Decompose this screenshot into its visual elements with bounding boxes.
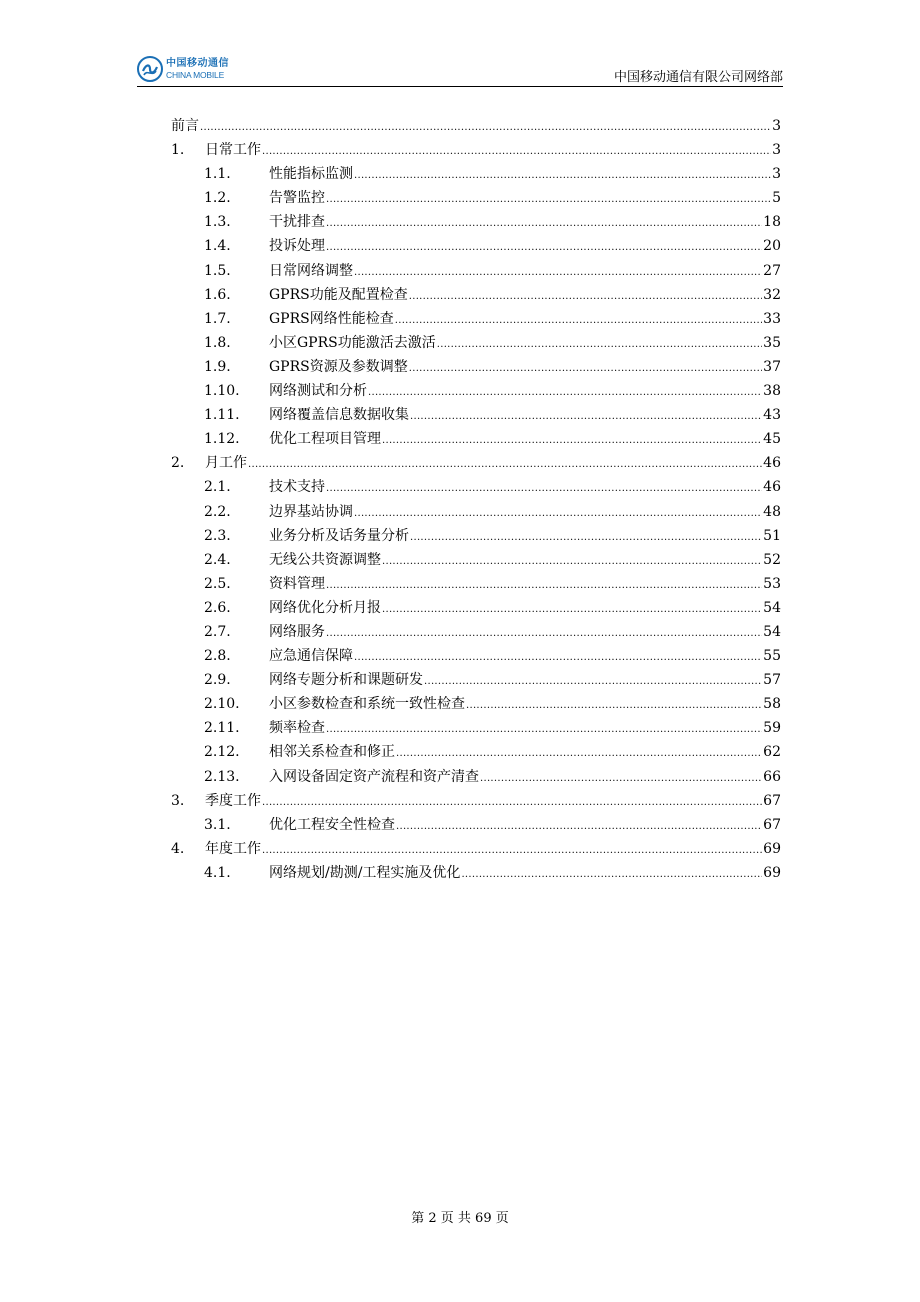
toc-entry-number: 2.11. <box>204 720 240 737</box>
toc-entry-title: 应急通信保障 <box>269 648 353 665</box>
toc-entry-number: 2.5. <box>204 575 231 592</box>
toc-entry[interactable] <box>171 451 781 475</box>
toc-entry-page: 69 <box>763 840 781 857</box>
toc-entry-number: 3.1. <box>204 816 231 833</box>
toc-leader-dots <box>326 477 762 501</box>
toc-entry-page: 67 <box>763 792 781 809</box>
toc-leader-dots <box>480 767 762 791</box>
toc-entry-page: 57 <box>763 672 781 689</box>
toc-entry-title: 网络覆盖信息数据收集 <box>269 407 409 424</box>
toc-leader-dots <box>461 863 762 887</box>
toc-entry-title: 性能指标监测 <box>269 166 353 183</box>
toc-entry-page: 46 <box>763 455 781 472</box>
toc-entry-page: 38 <box>763 383 781 400</box>
toc-entry-number: 2.1. <box>204 479 231 496</box>
logo-text-en: CHINA MOBILE <box>166 69 225 80</box>
toc-entry[interactable] <box>171 500 781 524</box>
toc-entry[interactable] <box>171 740 781 764</box>
toc-entry-title: 优化工程安全性检查 <box>269 816 395 833</box>
toc-leader-dots <box>409 285 762 309</box>
toc-entry-number: 2. <box>171 455 185 472</box>
toc-entry-number: 2.3. <box>204 527 231 544</box>
toc-leader-dots <box>410 405 762 429</box>
toc-entry-title: 资料管理 <box>269 575 325 592</box>
toc-entry-page: 5 <box>772 190 781 207</box>
toc-entry-number: 1. <box>171 142 185 159</box>
toc-entry[interactable] <box>171 765 781 789</box>
toc-entry[interactable] <box>171 283 781 307</box>
toc-entry-title: 网络规划/勘测/工程实施及优化 <box>269 864 461 881</box>
toc-entry-title: 小区GPRS功能激活去激活 <box>269 334 436 351</box>
toc-leader-dots <box>326 236 762 260</box>
toc-entry[interactable] <box>171 789 781 813</box>
toc-leader-dots <box>395 309 762 333</box>
toc-entry-page: 18 <box>763 214 781 231</box>
toc-entry-page: 3 <box>772 142 781 159</box>
toc-entry[interactable] <box>171 379 781 403</box>
toc-leader-dots <box>262 839 762 863</box>
toc-entry-page: 67 <box>763 816 781 833</box>
toc-leader-dots <box>200 116 771 140</box>
toc-entry[interactable] <box>171 475 781 499</box>
toc-entry-number: 2.10. <box>204 696 240 713</box>
toc-entry[interactable] <box>171 331 781 355</box>
toc-entry-number: 2.9. <box>204 672 231 689</box>
toc-leader-dots <box>354 164 771 188</box>
toc-entry-title: 频率检查 <box>269 720 325 737</box>
toc-entry[interactable] <box>171 138 781 162</box>
toc-entry-title: 年度工作 <box>205 840 261 857</box>
toc-entry-title: GPRS功能及配置检查 <box>269 286 408 303</box>
toc-entry-title: 业务分析及话务量分析 <box>269 527 409 544</box>
toc-entry-page: 32 <box>763 286 781 303</box>
toc-entry-title: GPRS网络性能检查 <box>269 310 394 327</box>
toc-entry-page: 33 <box>763 310 781 327</box>
toc-entry-page: 46 <box>763 479 781 496</box>
toc-entry-number: 1.5. <box>204 262 231 279</box>
toc-entry-page: 69 <box>763 864 781 881</box>
toc-leader-dots <box>354 646 762 670</box>
toc-entry-page: 66 <box>763 768 781 785</box>
toc-entry-title: 月工作 <box>205 455 247 472</box>
toc-entry[interactable] <box>171 114 781 138</box>
toc-entry-number: 2.8. <box>204 648 231 665</box>
toc-leader-dots <box>326 718 762 742</box>
toc-leader-dots <box>424 670 762 694</box>
toc-entry-page: 27 <box>763 262 781 279</box>
toc-entry-number: 1.7. <box>204 310 231 327</box>
toc-entry-page: 35 <box>763 334 781 351</box>
page-footer: 第 2 页 共 69 页 <box>411 1211 509 1226</box>
toc-entry[interactable] <box>171 837 781 861</box>
toc-entry-title: 边界基站协调 <box>269 503 353 520</box>
toc-entry-title: 日常网络调整 <box>269 262 353 279</box>
toc-leader-dots <box>326 574 762 598</box>
toc-entry[interactable] <box>171 596 781 620</box>
toc-entry[interactable] <box>171 620 781 644</box>
toc-entry-number: 1.8. <box>204 334 231 351</box>
toc-entry-number: 1.3. <box>204 214 231 231</box>
toc-entry-title: 告警监控 <box>269 190 325 207</box>
toc-leader-dots <box>326 188 771 212</box>
toc-entry-page: 54 <box>763 623 781 640</box>
toc-entry-number: 1.11. <box>204 407 240 424</box>
toc-entry-number: 2.2. <box>204 503 231 520</box>
toc-leader-dots <box>354 502 762 526</box>
toc-entry-page: 58 <box>763 696 781 713</box>
logo-text-cn: 中国移动通信 <box>166 57 229 69</box>
toc-entry-title: 干扰排查 <box>269 214 325 231</box>
toc-leader-dots <box>262 791 762 815</box>
toc-entry[interactable] <box>171 861 781 885</box>
toc-entry-title: 无线公共资源调整 <box>269 551 381 568</box>
toc-entry-title: 投诉处理 <box>269 238 325 255</box>
toc-entry[interactable] <box>171 548 781 572</box>
toc-entry-title: 网络优化分析月报 <box>269 599 381 616</box>
toc-entry[interactable] <box>171 668 781 692</box>
toc-entry-number: 2.12. <box>204 744 240 761</box>
toc-entry[interactable] <box>171 355 781 379</box>
toc-entry-number: 2.4. <box>204 551 231 568</box>
toc-leader-dots <box>382 598 762 622</box>
toc-entry-title: 入网设备固定资产流程和资产清查 <box>269 768 479 785</box>
toc-leader-dots <box>396 815 762 839</box>
toc-entry-page: 55 <box>763 648 781 665</box>
toc-entry-title: 季度工作 <box>205 792 261 809</box>
toc-entry-page: 37 <box>763 358 781 375</box>
toc-leader-dots <box>382 550 762 574</box>
toc-entry-page: 3 <box>772 118 781 134</box>
china-mobile-logo <box>137 55 229 83</box>
toc-entry-title: 网络服务 <box>269 623 325 640</box>
toc-leader-dots <box>409 357 762 381</box>
toc-entry[interactable] <box>171 716 781 740</box>
toc-entry[interactable] <box>171 259 781 283</box>
toc-entry-title: 网络测试和分析 <box>269 383 367 400</box>
toc-entry-title: 日常工作 <box>205 142 261 159</box>
toc-entry-page: 62 <box>763 744 781 761</box>
toc-entry-title: GPRS资源及参数调整 <box>269 358 408 375</box>
toc-entry[interactable] <box>171 427 781 451</box>
toc-entry-number: 4. <box>171 840 185 857</box>
toc-leader-dots <box>326 622 762 646</box>
toc-entry-page: 20 <box>763 238 781 255</box>
toc-entry-page: 45 <box>763 431 781 448</box>
toc-entry-title: 相邻关系检查和修正 <box>269 744 395 761</box>
toc-entry-number: 2.6. <box>204 599 231 616</box>
toc-entry-page: 59 <box>763 720 781 737</box>
toc-entry[interactable] <box>171 692 781 716</box>
toc-entry-number: 2.7. <box>204 623 231 640</box>
page-header <box>137 52 783 87</box>
toc-entry-number: 4.1. <box>204 864 231 881</box>
toc-entry-number: 1.2. <box>204 190 231 207</box>
toc-entry-page: 52 <box>763 551 781 568</box>
table-of-contents <box>171 114 781 885</box>
toc-entry[interactable] <box>171 644 781 668</box>
china-mobile-logo-icon <box>137 56 163 82</box>
toc-entry-page: 53 <box>763 575 781 592</box>
toc-entry-number: 2.13. <box>204 768 240 785</box>
toc-entry-title: 前言 <box>171 118 199 134</box>
toc-entry[interactable] <box>171 572 781 596</box>
toc-entry-number: 3. <box>171 792 185 809</box>
toc-leader-dots <box>382 429 762 453</box>
toc-leader-dots <box>368 381 762 405</box>
toc-entry-page: 51 <box>763 527 781 544</box>
toc-entry-number: 1.4. <box>204 238 231 255</box>
toc-entry-title: 网络专题分析和课题研发 <box>269 672 423 689</box>
toc-entry-number: 1.10. <box>204 383 240 400</box>
toc-entry-page: 3 <box>772 166 781 183</box>
toc-entry-title: 优化工程项目管理 <box>269 431 381 448</box>
department-name: 中国移动通信有限公司网络部 <box>613 70 783 85</box>
toc-entry[interactable] <box>171 813 781 837</box>
toc-entry-number: 1.6. <box>204 286 231 303</box>
toc-entry[interactable] <box>171 162 781 186</box>
toc-entry-number: 1.1. <box>204 166 231 183</box>
toc-entry-page: 54 <box>763 599 781 616</box>
toc-entry-number: 1.9. <box>204 358 231 375</box>
toc-entry-number: 1.12. <box>204 431 240 448</box>
toc-entry-title: 小区参数检查和系统一致性检查 <box>269 696 465 713</box>
toc-entry[interactable] <box>171 524 781 548</box>
toc-leader-dots <box>437 333 762 357</box>
toc-leader-dots <box>396 742 762 766</box>
toc-entry-page: 48 <box>763 503 781 520</box>
toc-entry-page: 43 <box>763 407 781 424</box>
toc-entry[interactable] <box>171 210 781 234</box>
toc-entry[interactable] <box>171 307 781 331</box>
toc-entry-title: 技术支持 <box>269 479 325 496</box>
toc-leader-dots <box>466 694 762 718</box>
toc-leader-dots <box>354 261 762 285</box>
toc-leader-dots <box>410 526 762 550</box>
toc-entry[interactable] <box>171 234 781 258</box>
toc-leader-dots <box>248 453 762 477</box>
toc-leader-dots <box>262 140 771 164</box>
toc-leader-dots <box>326 212 762 236</box>
toc-entry[interactable] <box>171 403 781 427</box>
toc-entry[interactable] <box>171 186 781 210</box>
